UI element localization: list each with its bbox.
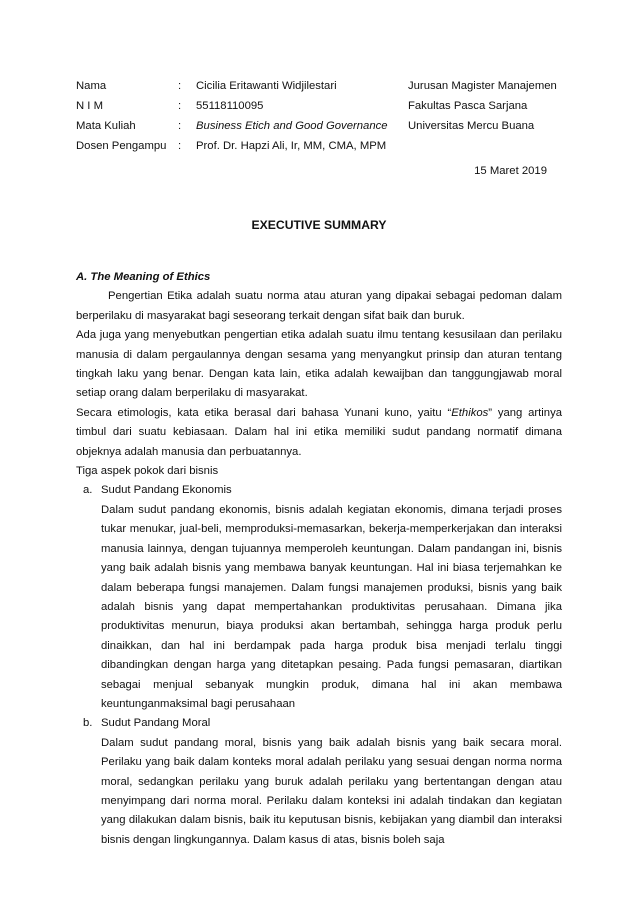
list-marker: b. [83,717,93,730]
header-value: Cicilia Eritawanti Widjilestari [196,80,337,92]
document-body [76,268,562,850]
header-value: Business Etich and Good Governance [196,120,388,132]
document-title: EXECUTIVE SUMMARY [251,218,387,232]
text-run: Secara etimologis, kata etika berasal dari bahasa Yunani kuno, yaitu “ [76,406,452,419]
list-item-title: Sudut Pandang Ekonomis [101,484,232,497]
list-intro: Tiga aspek pokok dari bisnis [76,465,219,478]
paragraph: Pengertian Etika adalah suatu norma atau aturan yang dipakai sebagai pedoman dalam berperilaku di masyarakat bagi seseorang terkait dengan sifat baik dan buruk. [76,290,562,322]
header-right-text: Universitas Mercu Buana [408,120,535,132]
header-label: N I M [76,100,103,112]
list-item-text: Dalam sudut pandang moral, bisnis yang baik adalah bisnis yang baik secara moral. Perilaku yang baik dalam konteks moral adalah perilaku yang sesuai dengan norma norma moral, sedangkan perilaku yang buruk adalah perilaku yang bertentangan dengan atau menyimpang dari norma moral. Perilaku dalam konteksi ini adalah tindakan dan kegiatan yang dilakukan dalam bisnis, baik itu keputusan bisnis, kebijakan yang diambil dan interaksi bisnis dengan lingkungannya. Dalam kasus di atas, bisnis boleh saja [101,736,562,846]
text-run: ” yang artinya timbul dari suatu kebiasaan. Dalam hal ini etika memiliki sudut pandang normatif dimana objeknya adalah manusia dan perbuatannya. [76,406,562,458]
paragraph: Ada juga yang menyebutkan pengertian etika adalah suatu ilmu tentang kesusilaan dan perilaku manusia di dalam pergaulannya dengan sesama yang menyangkut prinsip dan aturan tentang tingkah laku yang benar. Dengan kata lain, etika adalah kewaijban dan tanggungjawab moral setiap orang dalam berperilaku di masyarakat. [76,329,562,400]
header-colon: : [178,100,182,112]
header-right-text: Fakultas Pasca Sarjana [408,100,528,112]
list-item-title: Sudut Pandang Moral [101,717,211,730]
list-item-text: Dalam sudut pandang ekonomis, bisnis adalah kegiatan ekonomis, dimana terjadi proses tukar menukar, jual-beli, memproduksi-memasarkan, bekerja-memperkerjakan dan interaksi manusia lainnya, dengan tujuannya memperoleh keuntungan. Dalam pandangan ini, bisnis yang baik adalah bisnis yang membawa banyak keuntungan. Hal ini biasa terjemahkan ke dalam beberapa fungsi manajemen. Dalam fungsi manajemen produksi, bisnis yang baik adalah bisnis yang dapat mempertahankan produktivitas perusahaan. Dimana jika produktivitas menurun, biaya produksi akan bertambah, sehingga harga produk perlu dinaikkan, dan hal ini berdampak pada harga produk bisa menjadi terlalu tinggi dibandingkan dengan harga yang ditetapkan pesaing. Pada fungsi pemasaran, diartikan sebagai menjual sebanyak mungkin produk, dimana hal ini akan membawa keuntunganmaksimal bagi perusahaan [101,503,562,710]
header-value: Prof. Dr. Hapzi Ali, Ir, MM, CMA, MPM [196,140,387,152]
header-label: Nama [76,80,107,92]
header-value: 55118110095 [196,100,264,112]
list-item [76,714,562,850]
italic-term: Ethikos [451,406,489,419]
header-colon: : [178,120,182,132]
paragraph-etymology [76,404,562,462]
list-marker: a. [83,484,93,497]
section-heading: A. The Meaning of Ethics [76,271,211,283]
document-date: 15 Maret 2019 [474,165,547,177]
header-label: Mata Kuliah [76,120,136,132]
header-colon: : [178,80,182,92]
header-colon: : [178,140,182,152]
header-label: Dosen Pengampu [76,140,167,152]
header-right-text: Jurusan Magister Manajemen [408,80,557,92]
list-item [76,481,562,714]
